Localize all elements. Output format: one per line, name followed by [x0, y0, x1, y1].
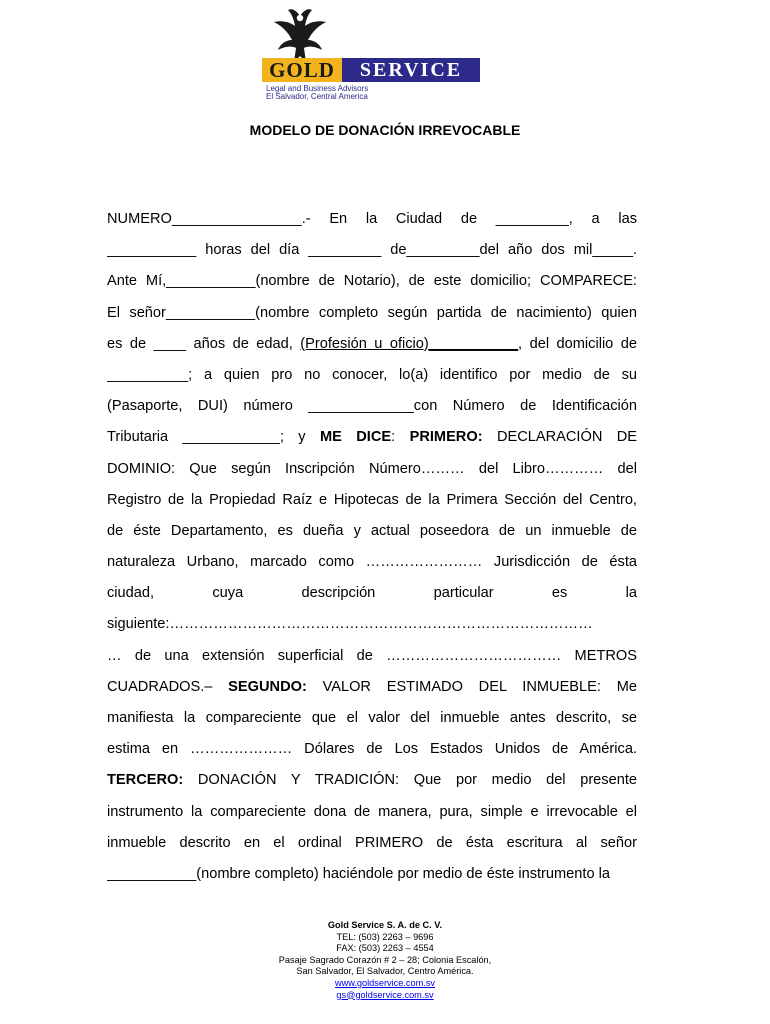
footer-city: San Salvador, El Salvador, Centro América.	[296, 966, 474, 977]
body-line: manifiesta la compareciente que el valor del inmueble antes descrito, se	[107, 710, 637, 726]
body-segment: es de ____ años de edad,	[107, 335, 293, 352]
logo-location: El Salvador, Central America	[266, 92, 368, 101]
primero-label: PRIMERO:	[409, 429, 483, 446]
body-line: ___________ horas del día _________ de_________del año dos mil_____.	[107, 242, 637, 259]
body-segment: :	[391, 429, 396, 446]
body-line: DOMINIO: Que según Inscripción Número……… del Libro………… del	[107, 460, 637, 477]
website-link[interactable]: www.goldservice.com.sv	[334, 977, 436, 988]
body-segment: CUADRADOS.–	[107, 678, 213, 695]
logo-wordmark	[262, 58, 480, 82]
me-dice-label: ME DICE	[320, 429, 392, 446]
body-segment: DECLARACIÓN DE	[496, 429, 637, 446]
body-line: (Pasaporte, DUI) número _____________con Número de Identificación	[107, 398, 637, 415]
body-line: inmueble descrito en el ordinal PRIMERO de ésta escritura al señor	[107, 834, 637, 851]
body-line: Registro de la Propiedad Raíz e Hipotecas de la Primera Sección del Centro,	[107, 491, 637, 508]
body-line: estima en ………………… Dólares de Los Estados Unidos de América.	[107, 741, 637, 758]
body-segment: del domicilio de	[529, 335, 637, 352]
body-segment: Tributaria ____________; y	[107, 429, 306, 446]
footer-address: Pasaje Sagrado Corazón # 2 – 28; Colonia Escalón,	[278, 954, 492, 965]
body-line: … de una extensión superficial de ……………………………… METROS	[107, 647, 637, 664]
email-link[interactable]: gs@goldservice.com.sv	[336, 989, 434, 1000]
eagle-icon	[270, 6, 330, 64]
body-line	[107, 329, 637, 360]
logo-gold-text: GOLD	[262, 58, 342, 82]
document-title: MODELO DE DONACIÓN IRREVOCABLE	[249, 122, 521, 138]
body-line: ___________(nombre completo) haciéndole por medio de éste instrumento la	[107, 865, 610, 882]
logo-service-text: SERVICE	[342, 58, 480, 82]
body-line: de éste Departamento, es dueña y actual poseedora de un inmueble de	[107, 522, 637, 539]
page-footer	[0, 920, 770, 1001]
footer-fax: FAX: (503) 2263 – 4554	[336, 943, 434, 954]
profession-field: (Profesión u oficio)___________,	[300, 335, 523, 352]
footer-tel: TEL: (503) 2263 – 9696	[336, 931, 434, 942]
document-body	[107, 204, 637, 890]
body-line: ciudad, cuya descripción particular es la	[107, 585, 637, 602]
logo-tagline: Legal and Business Advisors	[266, 84, 369, 93]
segundo-label: SEGUNDO:	[228, 678, 307, 695]
body-line: siguiente:……………………………………………………………………………	[107, 616, 593, 633]
company-logo	[262, 6, 482, 101]
body-line	[107, 672, 637, 703]
body-line	[107, 422, 637, 453]
body-segment: VALOR ESTIMADO DEL INMUEBLE: Me	[322, 678, 637, 695]
footer-company: Gold Service S. A. de C. V.	[327, 920, 443, 930]
body-line: instrumento la compareciente dona de manera, pura, simple e irrevocable el	[107, 803, 637, 820]
body-line: naturaleza Urbano, marcado como …………………… Jurisdicción de ésta	[107, 554, 637, 571]
body-segment: DONACIÓN Y TRADICIÓN: Que por medio del presente	[197, 772, 637, 789]
body-line: Ante Mí,___________(nombre de Notario), de este domicilio; COMPARECE:	[107, 273, 637, 290]
body-line: El señor___________(nombre completo según partida de nacimiento) quien	[107, 304, 637, 321]
body-line: __________; a quien pro no conocer, lo(a) identifico por medio de su	[107, 366, 637, 383]
tercero-label: TERCERO:	[107, 772, 184, 789]
body-line: NUMERO________________.- En la Ciudad de _________, a las	[107, 211, 637, 227]
body-line	[107, 765, 637, 796]
